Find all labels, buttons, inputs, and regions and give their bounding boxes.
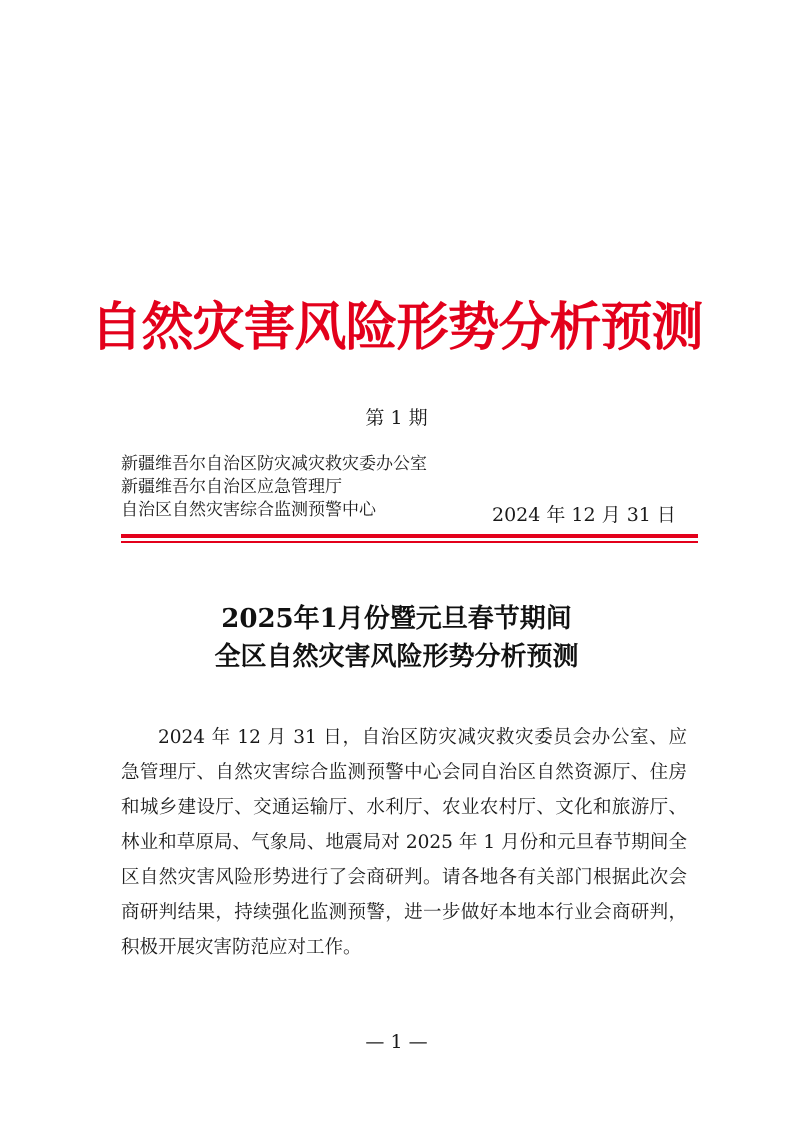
masthead-title: 自然灾害风险形势分析预测: [90, 298, 703, 358]
issue-number: 第 1 期: [365, 407, 428, 429]
issuing-organizations: [121, 453, 427, 522]
document-title-line: 2025年1月份暨元旦春节期间: [221, 604, 572, 634]
issue-date: 2024 年 12 月 31 日: [492, 504, 676, 526]
document-title: [0, 600, 793, 676]
document-title-line: 全区自然灾害风险形势分析预测: [214, 642, 579, 672]
red-divider-thick: [121, 534, 698, 538]
page-number: — 1 —: [365, 1031, 428, 1053]
red-divider-thin: [121, 541, 698, 543]
issuer-line: 新疆维吾尔自治区防灾减灾救灾委办公室: [121, 454, 427, 474]
body-paragraph: 2024 年 12 月 31 日，自治区防灾减灾救灾委员会办公室、应急管理厅、自然灾害综合监测预警中心会同自治区自然资源厅、住房和城乡建设厅、交通运输厅、水利厅、农业农村厅、文化和旅游厅、林业和草原局、气象局、地震局对 2025 年 1 月份和元旦春节期间全区自然灾害风险形势进行了会商研判。请各地各有关部门根据此次会商研判结果，持续强化监测预警，进一步做好本地本行业会商研判，积极开展灾害防范应对工作。: [121, 727, 687, 958]
issuer-line: 自治区自然灾害综合监测预警中心: [121, 500, 376, 520]
issuer-line: 新疆维吾尔自治区应急管理厅: [121, 477, 342, 497]
